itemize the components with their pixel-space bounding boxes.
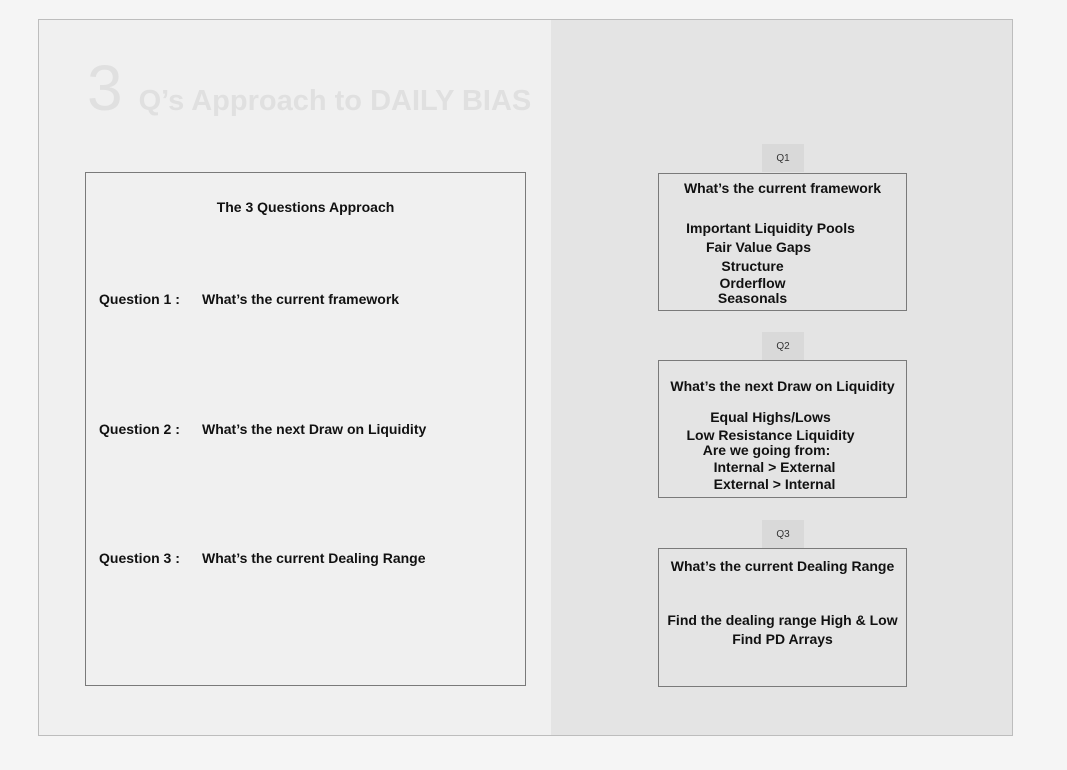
q1-line: Structure	[721, 258, 784, 274]
question-text: What’s the current Dealing Range	[202, 550, 426, 566]
q1-line: Seasonals	[717, 290, 788, 306]
q2-tag: Q2	[762, 332, 804, 360]
q1-heading: What’s the current framework	[683, 180, 882, 196]
slide-canvas	[38, 19, 1013, 736]
q3-line: Find the dealing range High & Low	[667, 612, 898, 628]
q1-card	[658, 173, 907, 311]
slide-title	[87, 52, 532, 124]
q2-line: Internal > External	[713, 459, 836, 475]
q2-line: Equal Highs/Lows	[710, 409, 831, 425]
question-row-3	[99, 550, 426, 566]
slide-title-text: Q’s Approach to DAILY BIAS	[138, 85, 532, 117]
question-row-2	[99, 421, 426, 437]
q1-line: Fair Value Gaps	[705, 239, 812, 255]
q1-tag: Q1	[762, 144, 804, 172]
q3-line: Find PD Arrays	[732, 631, 833, 647]
question-label: Question 3 :	[99, 550, 180, 566]
question-row-1	[99, 291, 399, 307]
question-text: What’s the next Draw on Liquidity	[202, 421, 427, 437]
q2-line: Are we going from:	[702, 442, 831, 458]
questions-overview-box	[85, 172, 526, 686]
slide-number: 3	[87, 52, 123, 124]
q1-line: Important Liquidity Pools	[686, 220, 855, 236]
q2-line: External > Internal	[713, 476, 836, 492]
questions-overview-title: The 3 Questions Approach	[216, 199, 395, 215]
question-text: What’s the current framework	[202, 291, 400, 307]
q2-card	[658, 360, 907, 498]
question-label: Question 2 :	[99, 421, 180, 437]
q2-heading: What’s the next Draw on Liquidity	[670, 378, 895, 394]
q1-line: Orderflow	[719, 275, 786, 291]
q3-heading: What’s the current Dealing Range	[670, 558, 895, 574]
question-label: Question 1 :	[99, 291, 180, 307]
q3-card	[658, 548, 907, 687]
q2-line: Low Resistance Liquidity	[686, 427, 855, 443]
q3-tag: Q3	[762, 520, 804, 548]
